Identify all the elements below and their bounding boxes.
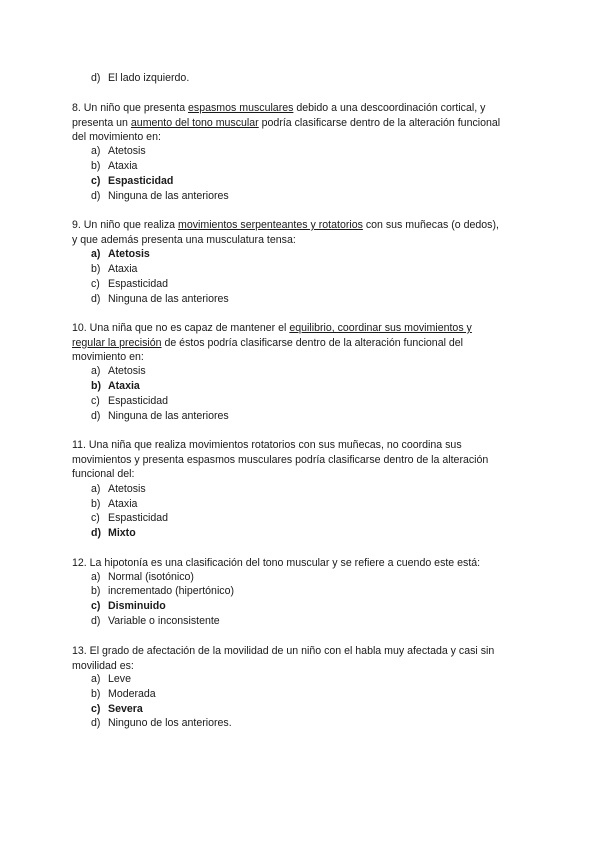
- question-9-line-1: 9. Un niño que realiza movimientos serpenteantes y rotatorios con sus muñecas (o dedos),: [72, 219, 499, 231]
- q13-option-c-answer: c) Severa: [91, 703, 143, 715]
- question-8-line-3: del movimiento en:: [72, 131, 161, 144]
- question-13-line-1: 13. El grado de afectación de la movilidad de un niño con el habla muy afectada y casi sin: [72, 645, 495, 657]
- q9-option-b: b) Ataxia: [91, 263, 138, 275]
- question-13: [72, 644, 494, 673]
- q12-option-a: a) Normal (isotónico): [91, 571, 194, 583]
- q10-option-b-answer: b) Ataxia: [91, 380, 140, 392]
- question-11-line-2: movimientos y presenta espasmos musculares podría clasificarse dentro de la alteración: [72, 453, 489, 466]
- q11-option-d-answer: d) Mixto: [91, 527, 136, 539]
- q13-option-d: d) Ninguno de los anteriores.: [91, 717, 232, 729]
- question-10-line-2: regular la precisión de éstos podría clasificarse dentro de la alteración funcional del: [72, 336, 464, 349]
- question-11: [72, 438, 488, 482]
- q9-option-a-answer: a) Atetosis: [91, 248, 150, 260]
- q8-option-b: b) Ataxia: [91, 160, 138, 172]
- q11-option-b: b) Ataxia: [91, 498, 138, 510]
- q12-option-b: b) incrementado (hipertónico): [91, 585, 235, 597]
- question-10: [72, 321, 472, 365]
- q10-option-d: d) Ninguna de las anteriores: [91, 410, 229, 422]
- question-12: [72, 556, 480, 571]
- q13-option-a: a) Leve: [91, 673, 131, 685]
- question-8-line-1: 8. Un niño que presenta espasmos musculares debido a una descoordinación cortical, y: [72, 102, 486, 114]
- q8-option-c-answer: c) Espasticidad: [91, 175, 174, 187]
- q8-option-a: a) Atetosis: [91, 145, 146, 157]
- question-8-line-2: presenta un aumento del tono muscular podría clasificarse dentro de la alteración funcional: [72, 116, 501, 129]
- question-12-line-1: 12. La hipotonía es una clasificación del tono muscular y se refiere a cuendo este está:: [72, 557, 481, 569]
- question-9-line-2: y que además presenta una musculatura tensa:: [72, 233, 296, 246]
- question-11-line-1: 11. Una niña que realiza movimientos rotatorios con sus muñecas, no coordina sus: [72, 439, 462, 451]
- question-13-line-2: movilidad es:: [72, 659, 134, 672]
- q13-option-b: b) Moderada: [91, 688, 156, 700]
- q9-option-d: d) Ninguna de las anteriores: [91, 293, 229, 305]
- q12-option-d: d) Variable o inconsistente: [91, 615, 220, 627]
- q11-option-a: a) Atetosis: [91, 483, 146, 495]
- question-9: [72, 218, 499, 247]
- q7-option-d: d) El lado izquierdo.: [91, 72, 190, 84]
- q10-option-c: c) Espasticidad: [91, 395, 169, 407]
- question-10-line-1: 10. Una niña que no es capaz de mantener el equilibrio, coordinar sus movimientos y: [72, 322, 472, 334]
- q9-option-c: c) Espasticidad: [91, 278, 169, 290]
- question-10-line-3: movimiento en:: [72, 351, 144, 364]
- q8-option-d: d) Ninguna de las anteriores: [91, 190, 229, 202]
- q12-option-c-answer: c) Disminuido: [91, 600, 166, 612]
- question-11-line-3: funcional del:: [72, 468, 135, 481]
- q10-option-a: a) Atetosis: [91, 365, 146, 377]
- q11-option-c: c) Espasticidad: [91, 512, 169, 524]
- question-8: [72, 101, 500, 145]
